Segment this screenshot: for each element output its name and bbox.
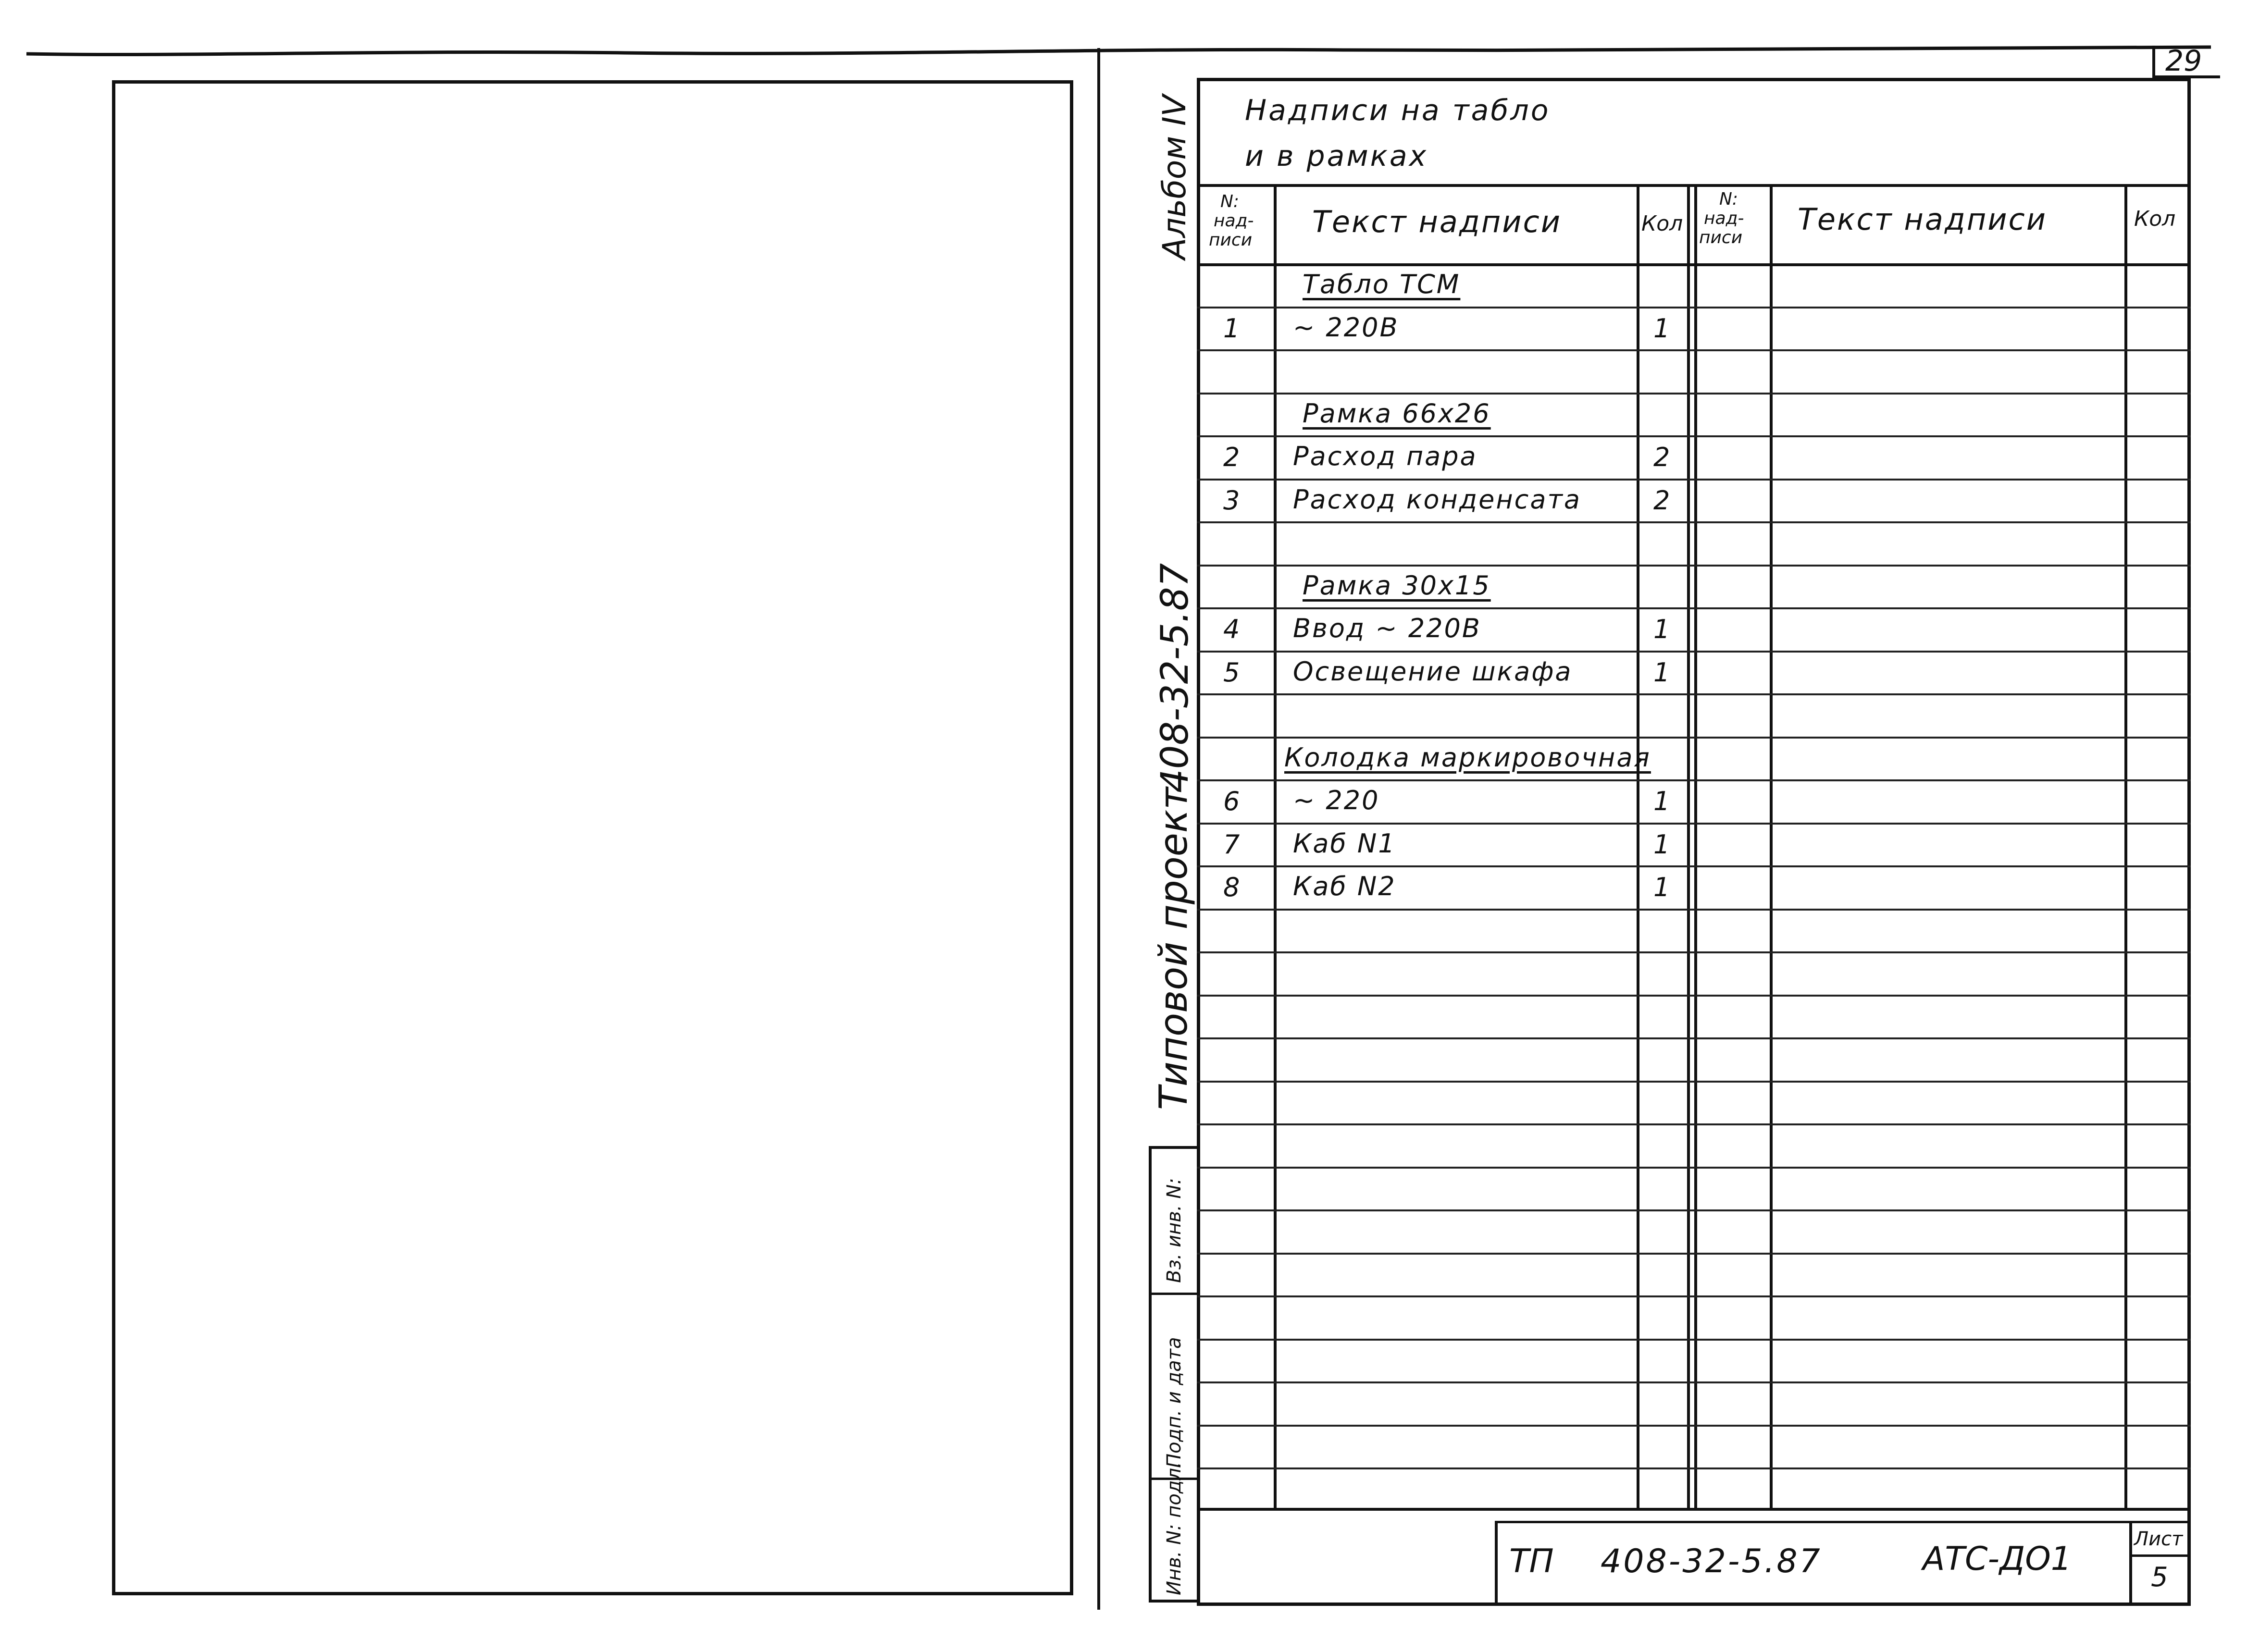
row-line [1197, 995, 2191, 997]
row-line [1197, 1167, 2191, 1169]
right-num-header [1699, 190, 1744, 247]
left-empty-frame [112, 80, 1073, 1595]
row-line [1197, 865, 2191, 867]
left-num-header [1209, 192, 1254, 250]
row-line [1197, 779, 2191, 781]
row-line [1197, 1425, 2191, 1427]
row-qty: 1 [1653, 657, 1670, 688]
num-header-l1: N: [1220, 192, 1240, 211]
row-line [1197, 521, 2191, 523]
row-line [1197, 349, 2191, 351]
stamp-inv-podl: Инв. N: подл. [1163, 1462, 1185, 1595]
header-separator [1197, 263, 2191, 266]
row-text: Расход пара [1293, 441, 1477, 471]
titleblock-inner-top [1495, 1521, 2191, 1523]
row-line [1197, 737, 2191, 739]
num-header-r3: писи [1699, 228, 1743, 247]
num-header-r2: над- [1704, 209, 1744, 228]
left-text-header: Текст надписи [1312, 204, 1562, 239]
project-code-vertical: 408-32-5.87 [1154, 563, 1197, 793]
left-qty-header: Кол [1641, 211, 1683, 236]
row-qty: 2 [1653, 485, 1670, 516]
col-right-num [1770, 184, 1773, 1508]
row-text: ~ 220 [1293, 785, 1380, 815]
sheet-title-line2: и в рамках [1245, 139, 1428, 173]
row-num: 4 [1223, 614, 1240, 644]
row-text: Табло ТСМ [1303, 269, 1461, 299]
col-left-num [1274, 184, 1277, 1508]
row-line [1197, 651, 2191, 653]
row-line [1197, 909, 2191, 911]
row-line [1197, 393, 2191, 395]
stamp-podp-data: Подп. и дата [1163, 1337, 1185, 1468]
num-header-l3: писи [1209, 230, 1253, 250]
row-num: 7 [1223, 829, 1240, 860]
titleblock-code: 408-32-5.87 [1601, 1542, 1822, 1580]
row-text: Ввод ~ 220В [1293, 613, 1481, 643]
row-qty: 1 [1653, 614, 1670, 644]
num-header-l2: над- [1214, 211, 1254, 231]
row-text: Освещение шкафа [1293, 656, 1573, 687]
row-text: Колодка маркировочная [1284, 742, 1651, 773]
row-line [1197, 1123, 2191, 1125]
col-right-text [2124, 184, 2127, 1508]
row-line [1197, 1295, 2191, 1297]
titleblock-list-line [2129, 1554, 2191, 1557]
row-text: Каб N1 [1293, 828, 1396, 859]
stamp-sep-1 [1149, 1293, 1200, 1295]
col-left-qty [1687, 184, 1690, 1508]
row-text: ~ 220В [1293, 312, 1399, 343]
row-line [1197, 435, 2191, 437]
row-qty: 1 [1653, 786, 1670, 816]
row-text: Расход конденсата [1293, 484, 1581, 515]
row-line [1197, 1037, 2191, 1039]
col-right-start [1694, 184, 1697, 1508]
row-qty: 1 [1653, 313, 1670, 344]
row-line [1197, 1381, 2191, 1383]
row-line [1197, 565, 2191, 567]
row-line [1197, 1209, 2191, 1211]
row-line [1197, 479, 2191, 481]
titleblock-list-value: 5 [2151, 1562, 2168, 1593]
title-separator [1197, 184, 2191, 187]
row-qty: 2 [1653, 442, 1670, 472]
row-line [1197, 1253, 2191, 1255]
row-num: 2 [1223, 442, 1240, 472]
album-label: Альбом IV [1156, 95, 1193, 259]
row-num: 3 [1223, 485, 1240, 516]
page-divider [1097, 48, 1100, 1610]
row-qty: 1 [1653, 872, 1670, 902]
row-line [1197, 307, 2191, 308]
row-num: 6 [1223, 786, 1240, 816]
row-line [1197, 1467, 2191, 1469]
stamp-vz-inv: Вз. инв. N: [1163, 1178, 1185, 1283]
row-text: Рамка 66х26 [1303, 398, 1491, 429]
project-type-vertical: Типовой проект [1151, 787, 1196, 1110]
num-header-r1: N: [1719, 189, 1738, 209]
row-line [1197, 1339, 2191, 1341]
titleblock-list-sep [2129, 1521, 2132, 1606]
row-line [1197, 823, 2191, 825]
row-line [1197, 607, 2191, 609]
row-qty: 1 [1653, 829, 1670, 860]
titleblock-inner-left [1495, 1521, 1498, 1606]
titleblock-doc: АТС-ДО1 [1923, 1540, 2072, 1578]
row-text: Каб N2 [1293, 871, 1396, 901]
sheet-number: 29 [2165, 44, 2202, 78]
col-left-text [1637, 184, 1639, 1508]
row-line [1197, 1081, 2191, 1083]
row-text: Рамка 30х15 [1303, 570, 1491, 601]
row-num: 8 [1223, 872, 1240, 902]
right-text-header: Текст надписи [1798, 202, 2047, 237]
right-qty-header: Кол [2134, 207, 2176, 231]
titleblock-tp: ТП [1509, 1542, 1554, 1580]
row-line [1197, 951, 2191, 953]
row-num: 5 [1223, 657, 1240, 688]
row-num: 1 [1223, 313, 1240, 344]
titleblock-list-label: Лист [2134, 1528, 2183, 1550]
top-border-line [0, 0, 2247, 67]
titleblock-top-line [1197, 1508, 2191, 1511]
sheet-title-line1: Надписи на табло [1245, 94, 1551, 127]
row-line [1197, 693, 2191, 695]
